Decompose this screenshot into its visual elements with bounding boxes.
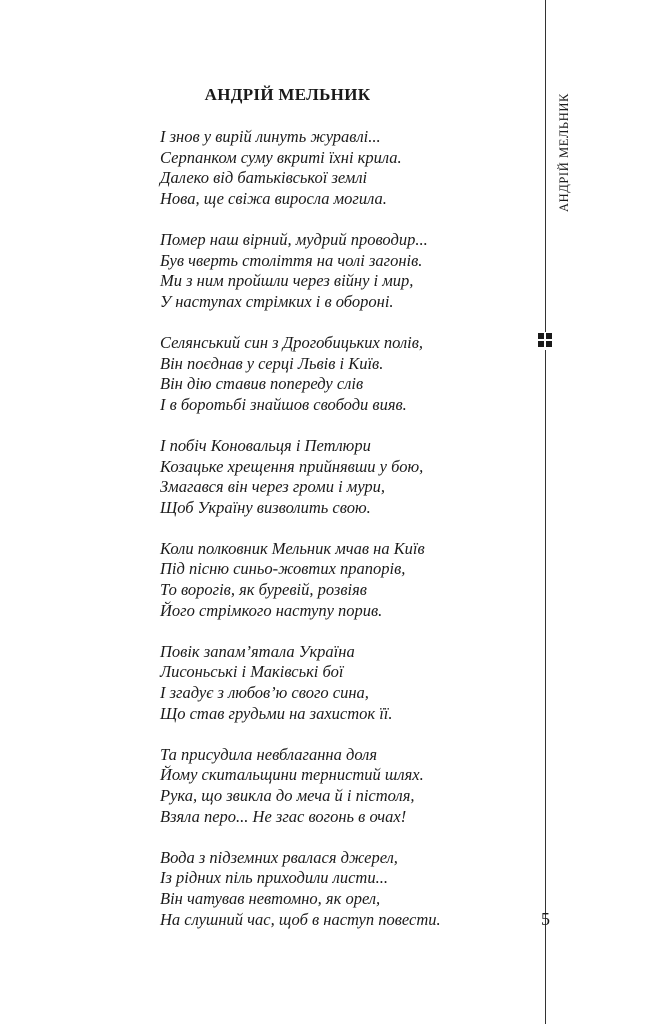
poem-line: Вода з підземних рвалася джерел, <box>160 847 398 867</box>
stanza <box>160 642 500 724</box>
poem-line: Із рідних піль приходили листи... <box>160 868 388 888</box>
poem-line: І знов у вирій линуть журавлі... <box>160 127 381 146</box>
stanza <box>160 436 500 518</box>
page-title: АНДРІЙ МЕЛЬНИК <box>204 85 371 104</box>
poem <box>160 127 500 951</box>
poem-line: І побіч Коновальця і Петлюри <box>160 435 371 455</box>
poem-line: І згадує з любов’ю свого сина, <box>160 683 369 703</box>
poem-line: Його стрімкого наступу порив. <box>160 600 383 620</box>
poem-line: Взяла перо... Не згас вогонь в очах! <box>160 806 407 826</box>
poem-line: Ми з ним пройшли через війну і мир, <box>160 271 414 291</box>
poem-line: І в боротьбі знайшов свободи вияв. <box>160 394 407 414</box>
poem-line: Рука, що звикла до меча й і пістоля, <box>160 786 415 805</box>
poem-line: Коли полковник Мельник мчав на Київ <box>160 538 425 558</box>
poem-line: Він поєднав у серці Львів і Київ. <box>160 353 384 373</box>
stanza <box>160 539 500 621</box>
poem-line: Він дію ставив попереду слів <box>160 374 364 394</box>
running-head: АНДРІЙ МЕЛЬНИК <box>557 93 571 212</box>
poem-line: Змагався він через громи і мури, <box>160 477 386 497</box>
stanza <box>160 848 500 930</box>
poem-line: Йому скитальщини тернистий шлях. <box>160 765 424 785</box>
poem-line: Серпанком суму вкриті їхні крила. <box>160 147 402 167</box>
stanza <box>160 333 500 415</box>
poem-line: Лисоньські і Маківські бої <box>160 662 344 682</box>
poem-line: То ворогів, як буревій, розвіяв <box>160 580 367 600</box>
stanza <box>160 127 500 209</box>
poem-line: Козацьке хрещення прийнявши у бою, <box>160 456 424 476</box>
poem-line: Нова, ще свіжа виросла могила. <box>160 188 387 208</box>
stanza <box>160 745 500 827</box>
poem-line: Що став грудьми на захисток її. <box>160 703 393 723</box>
poem-line: Помер наш вірний, мудрий проводир... <box>160 229 428 249</box>
margin-rule-top <box>545 0 546 332</box>
poem-line: Він чатував невтомно, як орел, <box>160 888 381 908</box>
poem-line: На слушний час, щоб в наступ повести. <box>160 909 441 929</box>
poem-line: У наступах стрімких і в обороні. <box>160 291 394 311</box>
poem-line: Селянський син з Дрогобицьких полів, <box>160 332 424 352</box>
poem-line: Щоб Україну визволить свою. <box>160 497 371 517</box>
poem-line: Був чверть століття на чолі загонів. <box>160 250 423 270</box>
poem-line: Далеко від батьківської землі <box>160 168 368 188</box>
stanza <box>160 230 500 312</box>
poem-line: Під пісню синьо-жовтих прапорів, <box>160 559 406 579</box>
page-number: 5 <box>541 909 550 929</box>
section-marker-icon <box>538 333 554 349</box>
poem-line: Та присудила невблаганна доля <box>160 744 378 764</box>
poem-line: Повік запам’ятала Україна <box>160 641 355 661</box>
